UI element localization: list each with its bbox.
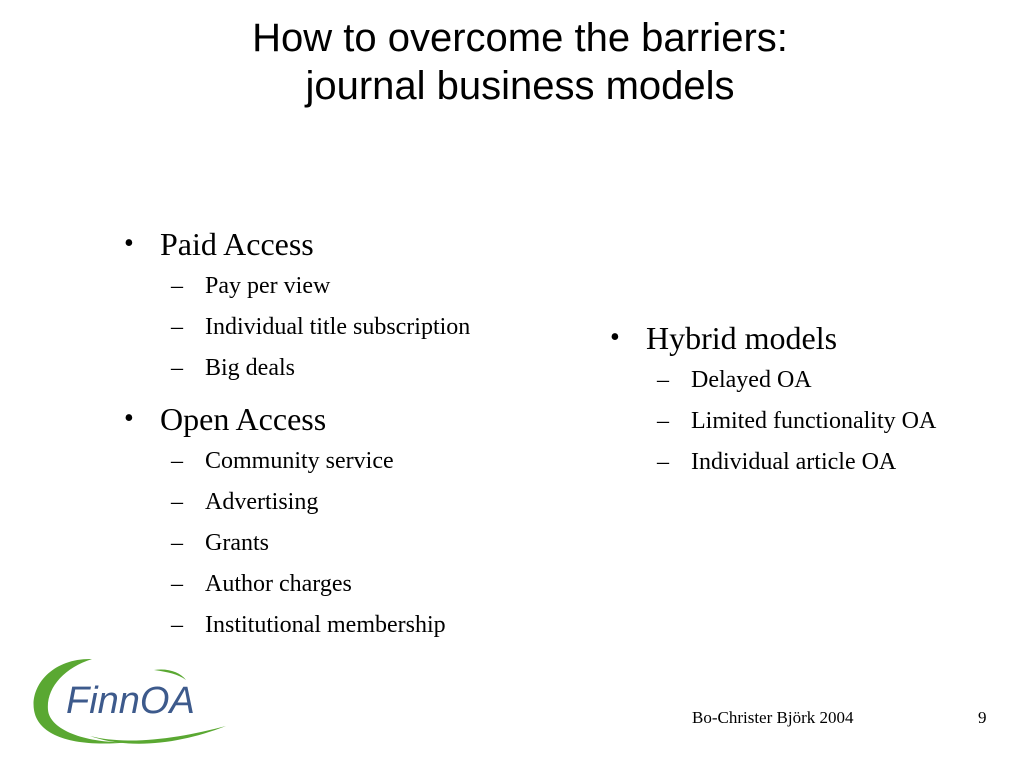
bullet-label: Hybrid models	[646, 320, 838, 356]
page-number: 9	[978, 708, 987, 727]
sub-item-label: Community service	[205, 448, 394, 474]
sub-item-label: Big deals	[205, 355, 295, 381]
logo-text: FinnOA	[66, 680, 195, 722]
finnoa-logo	[30, 656, 236, 748]
sub-item-label: Institutional membership	[205, 612, 446, 638]
sub-item	[604, 442, 1014, 483]
logo-swoosh-bottom-icon	[90, 726, 226, 744]
logo-swoosh-accent-icon	[154, 669, 186, 680]
sub-item	[604, 401, 1014, 442]
sub-item-label: Delayed OA	[691, 367, 812, 393]
dash-mark: –	[171, 571, 183, 597]
dash-mark: –	[171, 314, 183, 340]
sub-list-open-access	[118, 441, 558, 646]
sub-list-hybrid-models	[604, 360, 1014, 483]
bullet-mark: •	[124, 403, 134, 434]
dash-mark: –	[657, 408, 669, 434]
bullet-mark: •	[610, 322, 620, 353]
title-line-1: How to overcome the barriers:	[252, 16, 788, 60]
sub-item-label: Individual title subscription	[205, 314, 471, 340]
sub-list-paid-access	[118, 266, 558, 389]
sub-item	[118, 266, 558, 307]
dash-mark: –	[171, 530, 183, 556]
sub-item-label: Limited functionality OA	[691, 408, 937, 434]
bullet-mark: •	[124, 228, 134, 259]
sub-item-label: Author charges	[205, 571, 352, 597]
sub-item	[118, 441, 558, 482]
finnoa-logo-icon	[30, 656, 236, 748]
dash-mark: –	[171, 273, 183, 299]
sub-item	[118, 564, 558, 605]
dash-mark: –	[657, 367, 669, 393]
right-bullet-list	[604, 316, 1014, 491]
sub-item-label: Grants	[205, 530, 269, 556]
sub-item-label: Advertising	[205, 489, 319, 515]
slide-title	[0, 14, 1024, 110]
bullet-hybrid-models	[604, 316, 1014, 360]
dash-mark: –	[657, 449, 669, 475]
dash-mark: –	[171, 448, 183, 474]
dash-mark: –	[171, 355, 183, 381]
bullet-label: Open Access	[160, 401, 327, 437]
dash-mark: –	[171, 612, 183, 638]
sub-item	[118, 348, 558, 389]
bullet-open-access	[118, 397, 558, 441]
sub-item	[118, 482, 558, 523]
sub-item	[118, 523, 558, 564]
sub-item	[118, 605, 558, 646]
sub-item	[118, 307, 558, 348]
bullet-label: Paid Access	[160, 226, 314, 262]
dash-mark: –	[171, 489, 183, 515]
sub-item-label: Pay per view	[205, 273, 331, 299]
footer-author: Bo-Christer Björk 2004	[692, 708, 854, 727]
sub-item-label: Individual article OA	[691, 449, 897, 475]
sub-item	[604, 360, 1014, 401]
title-line-2: journal business models	[305, 64, 735, 108]
bullet-paid-access	[118, 222, 558, 266]
left-bullet-list	[118, 222, 558, 654]
